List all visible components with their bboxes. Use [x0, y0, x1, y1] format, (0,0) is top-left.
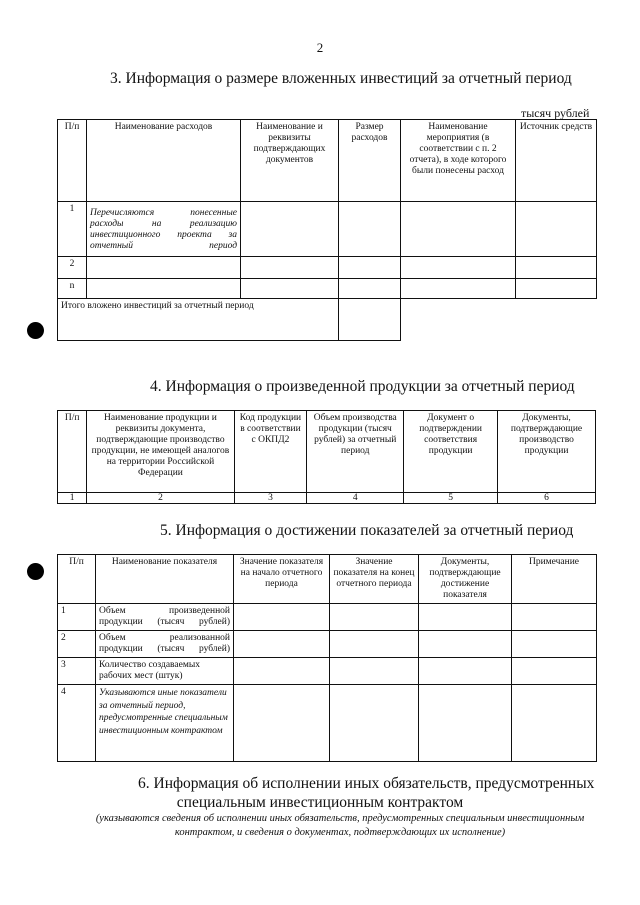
- row-number: 4: [58, 685, 96, 762]
- indicators-table: [57, 554, 597, 762]
- empty-cell: [330, 685, 419, 762]
- column-number: 6: [498, 493, 596, 504]
- table-row: [58, 202, 597, 257]
- header-cell: Значение показателя на конец отчетного периода: [330, 555, 419, 604]
- header-cell: Документы, подтверждающие производство продукции: [498, 411, 596, 493]
- header-cell: Значение показателя на начало отчетного периода: [234, 555, 330, 604]
- total-label: Итого вложено инвестиций за отчетный период: [58, 299, 339, 341]
- table-header-row: [58, 120, 597, 202]
- empty-cell: [401, 257, 516, 279]
- header-cell: П/п: [58, 411, 87, 493]
- section3-title: 3. Информация о размере вложенных инвестиций за отчетный период: [110, 70, 572, 87]
- header-cell: Наименование продукции и реквизиты документа, подтверждающие производство продукции, не имеющей аналогов на территории Российской Федерации: [87, 411, 234, 493]
- column-number: 3: [234, 493, 307, 504]
- empty-cell: [339, 257, 401, 279]
- section6-title-line2: специальным инвестиционным контрактом: [176, 794, 464, 811]
- investments-table: [57, 119, 597, 341]
- section6-subtitle: (указываются сведения об исполнении иных обязательств, предусмотренных специальным инвестиционным контрактом, и сведения о документах, подтверждающих их исполнение): [95, 813, 585, 838]
- indicator-name: Объем произведенной продукции (тысяч рублей): [96, 604, 234, 631]
- table-row: [58, 658, 597, 685]
- column-number: 2: [87, 493, 234, 504]
- empty-cell: [516, 202, 597, 257]
- empty-cell: [512, 685, 597, 762]
- header-cell: Наименование мероприятия (в соответствии с п. 2 отчета), в ходе которого были понесены расход: [401, 120, 516, 202]
- total-row: [58, 299, 597, 341]
- expense-name: [87, 257, 241, 279]
- section5-title: 5. Информация о достижении показателей за отчетный период: [160, 522, 574, 539]
- empty-cell: [241, 279, 339, 299]
- page-number: 2: [316, 40, 324, 55]
- row-number: 3: [58, 658, 96, 685]
- empty-cell: [516, 257, 597, 279]
- row-number: 1: [58, 202, 87, 257]
- empty-cell: [401, 202, 516, 257]
- header-cell: Наименование и реквизиты подтверждающих документов: [241, 120, 339, 202]
- empty-cell: [241, 202, 339, 257]
- table-row: [58, 604, 597, 631]
- column-number: 1: [58, 493, 87, 504]
- header-cell: Источник средств: [516, 120, 597, 202]
- empty-cell: [234, 604, 330, 631]
- row-number: 1: [58, 604, 96, 631]
- empty-cell: [241, 257, 339, 279]
- table-header-row: [58, 411, 596, 493]
- empty-cell: [419, 658, 512, 685]
- table-row: [58, 279, 597, 299]
- column-number: 4: [307, 493, 404, 504]
- empty-cell: [330, 604, 419, 631]
- indicator-name: Количество создаваемых рабочих мест (штук): [96, 658, 234, 685]
- header-cell: Размер расходов: [339, 120, 401, 202]
- punch-hole-icon: [27, 563, 44, 580]
- empty-cell: [401, 279, 516, 299]
- empty-cell: [330, 658, 419, 685]
- table-header-row: [58, 555, 597, 604]
- indicator-name: Объем реализованной продукции (тысяч рублей): [96, 631, 234, 658]
- header-cell: Наименование расходов: [87, 120, 241, 202]
- total-value: [339, 299, 401, 341]
- header-cell: Код продукции в соответствии с ОКПД2: [234, 411, 307, 493]
- empty-cell: [234, 631, 330, 658]
- empty-cell: [512, 658, 597, 685]
- section6-title-line1: 6. Информация об исполнении иных обязательств, предусмотренных: [138, 775, 595, 792]
- section3-unit: тысяч рублей: [521, 106, 590, 120]
- expense-name: [87, 279, 241, 299]
- empty-cell: [234, 685, 330, 762]
- empty-cell: [516, 279, 597, 299]
- empty-cell: [419, 631, 512, 658]
- header-cell: Наименование показателя: [96, 555, 234, 604]
- empty-cell: [419, 604, 512, 631]
- column-number: 5: [404, 493, 498, 504]
- expense-name: Перечисляются понесенные расходы на реализацию инвестиционного проекта за отчетный период: [87, 202, 241, 257]
- header-cell: П/п: [58, 555, 96, 604]
- empty-cell: [339, 202, 401, 257]
- products-table: [57, 410, 596, 504]
- empty-cell: [339, 279, 401, 299]
- section4-title: 4. Информация о произведенной продукции за отчетный период: [150, 378, 575, 395]
- table-row: [58, 257, 597, 279]
- row-number: 2: [58, 257, 87, 279]
- empty-cell: [330, 631, 419, 658]
- empty-cell: [512, 604, 597, 631]
- header-cell: П/п: [58, 120, 87, 202]
- indicator-name: Указываются иные показатели за отчетный период, предусмотренные специальным инвестиционным контрактом: [96, 685, 234, 762]
- empty-cell: [234, 658, 330, 685]
- punch-hole-icon: [27, 322, 44, 339]
- row-number: n: [58, 279, 87, 299]
- column-numbers-row: [58, 493, 596, 504]
- header-cell: Документы, подтверждающие достижение показателя: [419, 555, 512, 604]
- table-row: [58, 685, 597, 762]
- empty-cell: [512, 631, 597, 658]
- header-cell: Примечание: [512, 555, 597, 604]
- table-row: [58, 631, 597, 658]
- row-number: 2: [58, 631, 96, 658]
- header-cell: Документ о подтверждении соответствия продукции: [404, 411, 498, 493]
- header-cell: Объем производства продукции (тысяч рублей) за отчетный период: [307, 411, 404, 493]
- empty-cell: [419, 685, 512, 762]
